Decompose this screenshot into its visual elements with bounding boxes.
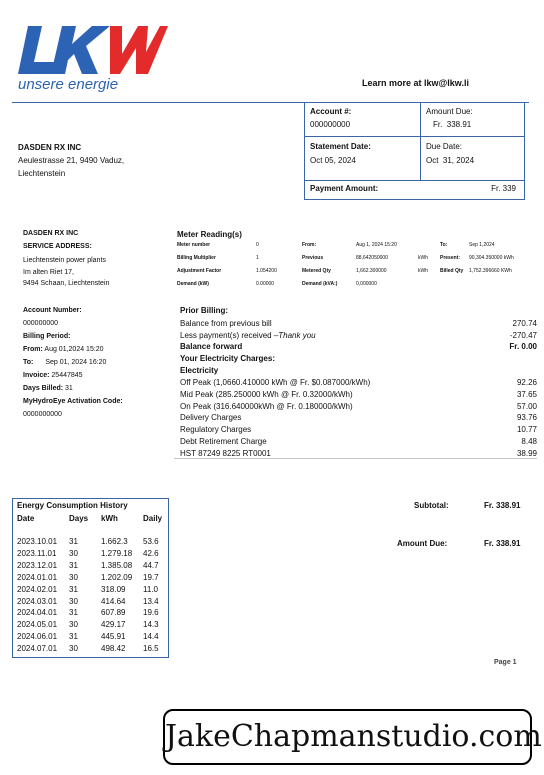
- customer-name: DASDEN RX INC: [18, 143, 82, 152]
- from-label: From:: [23, 346, 43, 353]
- meter-cell: 88,642050000: [356, 255, 388, 261]
- service-line-3: 9494 Schaan, Liechtenstein: [23, 280, 110, 287]
- box-divider-2: [305, 180, 524, 181]
- charge-line-amount: 93.76: [516, 413, 537, 423]
- meter-cell: To:: [440, 242, 448, 248]
- charge-line: [180, 390, 537, 402]
- account-value: 000000000: [310, 120, 351, 129]
- meter-cell: 1,662.300000: [356, 268, 387, 274]
- from-row: [23, 346, 104, 353]
- history-cell: 2024.06.01: [17, 632, 58, 642]
- history-cell: 44.7: [143, 560, 159, 570]
- charge-line-label: Mid Peak (285.250000 kWh @ Fr. 0.32000/kWh): [180, 389, 353, 399]
- history-cell: 2024.03.01: [17, 596, 58, 606]
- invoice-row: [23, 372, 83, 379]
- history-cell: 2023.12.01: [17, 560, 58, 570]
- your-charges-label: Your Electricity Charges:: [180, 354, 275, 363]
- meter-row: [177, 281, 529, 294]
- history-cell: 30: [69, 596, 78, 606]
- balance-forward-value: Fr. 0.00: [509, 342, 537, 351]
- subtotal-label: Subtotal:: [414, 501, 449, 510]
- service-line-1: Liechtenstein power plants: [23, 257, 106, 264]
- meter-cell: Meter number: [177, 242, 211, 248]
- total-amount-due-label: Amount Due:: [397, 539, 448, 548]
- history-cell: 31: [69, 560, 78, 570]
- history-cell: 14.4: [143, 632, 159, 642]
- history-cell: 607.89: [101, 608, 126, 618]
- history-cell: 2024.04.01: [17, 608, 58, 618]
- meter-cell: [418, 281, 440, 294]
- charge-line-label: Debt Retirement Charge: [180, 437, 267, 446]
- balance-forward-label: Balance forward: [180, 342, 243, 351]
- history-cell: 19.7: [143, 572, 159, 582]
- meter-cell: Billing Multiplier: [177, 255, 216, 261]
- meter-cell: Metered Qty: [302, 268, 331, 274]
- meter-cell: Aug 1, 2024 15:20: [356, 242, 397, 248]
- account-number-label: Account Number:: [23, 307, 82, 314]
- meter-cell: Adjustment Factor: [177, 268, 222, 274]
- meter-cell: Demand (kW): [177, 281, 209, 287]
- charge-line-label: Off Peak (1,0660.410000 kWh @ Fr. $0.087000/kWh): [180, 378, 371, 387]
- prior-billing-label: Prior Billing:: [180, 306, 228, 315]
- charge-line-amount: 92.26: [516, 378, 537, 387]
- amount-due-value: Fr. 338.91: [433, 120, 472, 129]
- charge-line: [180, 378, 537, 390]
- less-payment-label: Less payment(s) received –: [180, 331, 279, 340]
- history-cell: 30: [69, 644, 78, 654]
- history-cell: 2024.05.01: [17, 620, 58, 630]
- meter-cell: 1,752.396660 KWh: [469, 268, 512, 274]
- meter-cell: 1: [256, 255, 259, 261]
- history-cell: 16.5: [143, 644, 159, 654]
- history-cell: 14.3: [143, 620, 159, 630]
- invoice-value: 25447845: [51, 372, 83, 379]
- meter-cell: kWh: [418, 268, 428, 274]
- service-name: DASDEN RX INC: [23, 230, 79, 237]
- meter-cell: 0,000000: [356, 281, 377, 287]
- history-cell: 31: [69, 632, 78, 642]
- history-cell: 1.202.09: [101, 572, 133, 582]
- charge-line-amount: 57.00: [516, 401, 537, 411]
- meter-cell: Billed Qty: [440, 268, 464, 274]
- meter-row: [177, 268, 529, 281]
- amount-due-label: Amount Due:: [426, 107, 473, 116]
- charge-line: [180, 425, 537, 437]
- meter-cell: 0: [256, 242, 259, 248]
- history-cell: 498.42: [101, 644, 126, 654]
- subtotal-value: Fr. 338.91: [484, 501, 521, 510]
- meter-cell: [469, 281, 529, 294]
- history-cell: 414.64: [101, 596, 126, 606]
- less-payment-value: -270.47: [509, 331, 537, 340]
- charge-line-amount: 37.65: [516, 389, 537, 399]
- charge-line-label: On Peak (316.640000kWh @ Fr. 0.180000/kWh): [180, 401, 353, 411]
- charge-line-label: Regulatory Charges: [180, 425, 252, 435]
- service-address-label: SERVICE ADDRESS:: [23, 243, 92, 250]
- page-number: Page 1: [494, 659, 517, 666]
- to-label: To:: [23, 359, 34, 366]
- history-cell: 31: [69, 608, 78, 618]
- meter-cell: [418, 242, 440, 255]
- charge-line: [180, 413, 537, 425]
- logo-tagline: unsere energie: [18, 76, 119, 93]
- charge-line-amount: 8.48: [521, 437, 537, 446]
- history-cell: 42.6: [143, 548, 159, 558]
- days-billed-row: [23, 385, 73, 392]
- charge-line-amount: 10.77: [516, 425, 537, 435]
- watermark-box: [163, 709, 542, 765]
- invoice-label: Invoice:: [23, 372, 50, 379]
- history-cell: 2024.07.01: [17, 644, 58, 654]
- days-billed-label: Days Billed:: [23, 385, 64, 392]
- history-cell: 30: [69, 572, 78, 582]
- history-cell: 2023.10.01: [17, 537, 58, 546]
- myhydroeye-label: MyHydroEye Activation Code:: [23, 398, 123, 405]
- customer-address-2: Liechtenstein: [18, 169, 66, 178]
- charge-line: [180, 437, 537, 449]
- history-header-kwh: kWh: [101, 514, 118, 523]
- balance-forward-row: [180, 342, 537, 354]
- meter-cell: [440, 281, 469, 294]
- statement-date-label: Statement Date:: [310, 142, 371, 151]
- meter-cell: From:: [302, 242, 317, 248]
- charge-line-label: HST 87249 8225 RT0001: [180, 448, 271, 458]
- balance-prev-label: Balance from previous bill: [180, 319, 272, 328]
- watermark-text: JakeChapmanstudio.com: [165, 719, 542, 754]
- balance-prev-row: [180, 319, 537, 331]
- history-title: Energy Consumption History: [17, 501, 128, 510]
- history-cell: 429.17: [101, 620, 126, 630]
- meter-row: [177, 255, 529, 268]
- meter-cell: kWh: [418, 255, 428, 261]
- to-row: [23, 359, 106, 366]
- balance-prev-value: 270.74: [512, 319, 537, 328]
- service-line-2: Im alten Riet 17,: [23, 269, 74, 276]
- history-cell: 2024.01.01: [17, 572, 58, 582]
- meter-row: [177, 242, 529, 255]
- meter-cell: 1.054200: [256, 268, 277, 274]
- charges-bottom-line: [174, 458, 537, 459]
- charge-line-amount: 38.99: [516, 448, 537, 458]
- history-cell: 31: [69, 584, 78, 594]
- box-divider-1: [305, 136, 524, 137]
- history-cell: 19.6: [143, 608, 159, 618]
- due-date-label: Due Date:: [426, 142, 463, 151]
- account-number-value: 000000000: [23, 320, 59, 327]
- history-cell: 1.385.08: [101, 560, 133, 570]
- due-date-value: Oct 31, 2024: [426, 156, 475, 165]
- billing-period-label: Billing Period:: [23, 333, 71, 340]
- payment-amount-value: Fr. 339: [491, 184, 516, 193]
- history-header-daily: Daily: [143, 514, 163, 523]
- meter-title: Meter Reading(s): [177, 230, 242, 239]
- history-cell: 13.4: [143, 596, 159, 606]
- from-value: Aug 01,2024 15:20: [44, 346, 104, 353]
- history-cell: 31: [69, 537, 78, 546]
- history-header-date: Date: [17, 514, 35, 523]
- history-cell: 318.09: [101, 584, 126, 594]
- meter-cell: Sep 1,2024: [469, 242, 495, 248]
- thank-you-text: Thank you: [278, 331, 316, 340]
- charge-line: [180, 402, 537, 414]
- history-cell: 30: [69, 620, 78, 630]
- payment-amount-label: Payment Amount:: [310, 184, 379, 193]
- history-cell: 2024.02.01: [17, 584, 58, 594]
- history-cell: 30: [69, 548, 78, 558]
- history-cell: 53.6: [143, 537, 159, 546]
- meter-cell: 0.00000: [256, 281, 275, 287]
- consumption-history-box: [12, 498, 169, 658]
- meter-cell: 90,304.350000 kWh: [469, 255, 514, 261]
- lkw-logo-graphic: [18, 22, 168, 74]
- days-billed-value: 31: [65, 385, 73, 392]
- learn-more-link[interactable]: Learn more at lkw@lkw.li: [362, 78, 469, 88]
- meter-cell: Present:: [440, 255, 461, 261]
- history-cell: 11.0: [143, 584, 158, 594]
- history-cell: 445.91: [101, 632, 126, 642]
- charge-line-label: Delivery Charges: [180, 413, 242, 423]
- meter-cell: Demand (kVA:): [302, 281, 338, 287]
- to-value: Sep 01, 2024 16:20: [45, 359, 107, 366]
- history-cell: 2023.11.01: [17, 548, 57, 558]
- meter-table: [177, 242, 529, 294]
- less-payment-label-group: [180, 331, 316, 340]
- statement-date-value: Oct 05, 2024: [310, 156, 356, 165]
- company-logo: [18, 22, 168, 82]
- history-header-days: Days: [69, 514, 89, 523]
- meter-cell: Previous: [302, 255, 324, 261]
- customer-address-1: Aeulestrasse 21, 9490 Vaduz,: [18, 156, 125, 165]
- electricity-label: Electricity: [180, 366, 219, 375]
- box-vertical-divider: [420, 103, 421, 180]
- total-amount-due-value: Fr. 338.91: [484, 539, 521, 548]
- account-label: Account #:: [310, 107, 352, 116]
- history-cell: 1.662.3: [101, 537, 128, 546]
- account-summary-box: [304, 102, 525, 200]
- myhydroeye-value: 0000000000: [23, 411, 62, 418]
- history-cell: 1.279.18: [101, 548, 133, 558]
